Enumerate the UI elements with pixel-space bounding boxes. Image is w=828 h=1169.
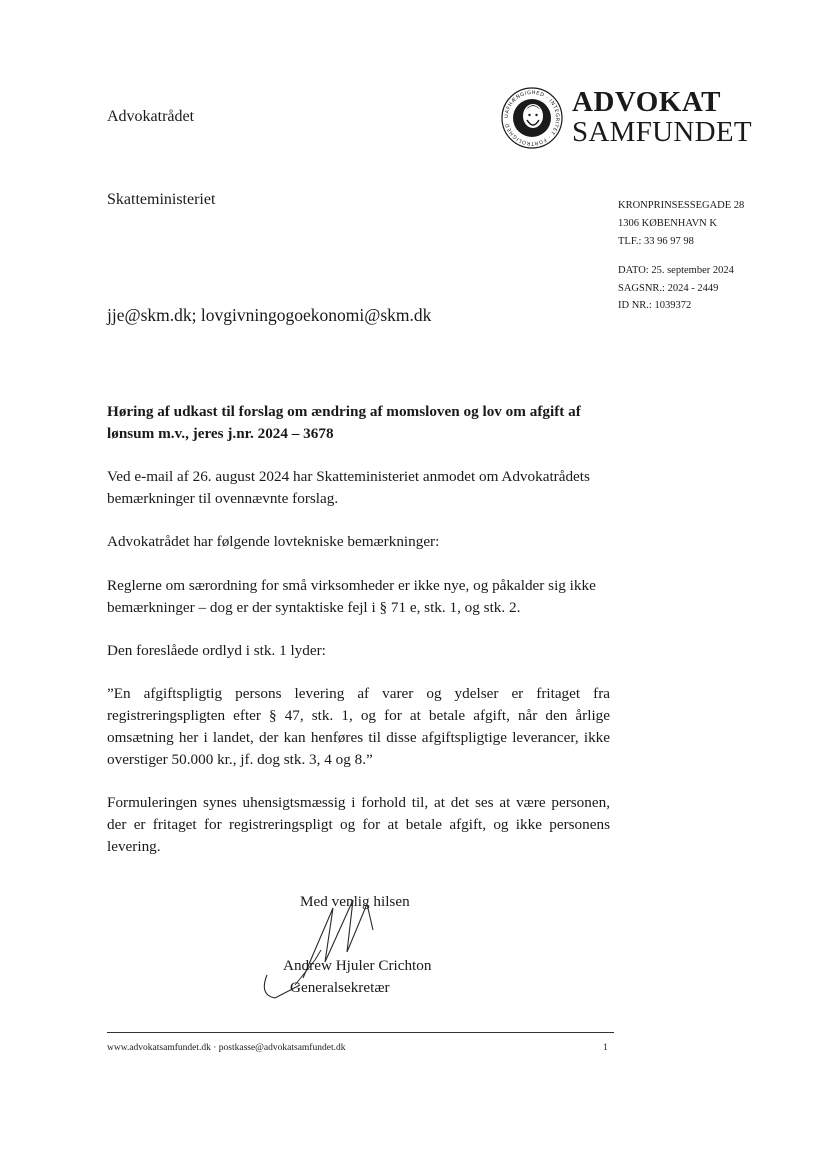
address-street: KRONPRINSESSEGADE 28 bbox=[618, 200, 745, 211]
seal-icon bbox=[500, 86, 564, 150]
address-phone: TLF.: 33 96 97 98 bbox=[618, 236, 694, 247]
signer-title: Generalsekretær bbox=[290, 979, 390, 996]
quoted-provision: ”En afgiftspligtig persons levering af varer og ydelser er fritaget fra registreringspligten efter § 47, stk. 1, og for at betale afgift, når den årlige omsætning her i landet, der kan henføres til disse afgiftspligtige leverancer, ikke overstiger 50.000 kr., jf. dog stk. 3, 4 og 8.” bbox=[107, 685, 610, 768]
sender-address bbox=[618, 197, 744, 251]
logo-line-2: SAMFUNDET bbox=[572, 116, 752, 148]
address-city: 1306 KØBENHAVN K bbox=[618, 218, 717, 229]
case-number: SAGSNR.: 2024 - 2449 bbox=[618, 282, 719, 294]
signer-name: Andrew Hjuler Crichton bbox=[283, 957, 432, 974]
paragraph-3: Reglerne om særordning for små virksomheder er ikke nye, og påkalder sig ikke bemærkninger – dog er der syntaktiske fejl i § 71 e, stk. 1, og stk. 2. bbox=[107, 577, 596, 616]
footer-contact: www.advokatsamfundet.dk · postkasse@advokatsamfundet.dk bbox=[107, 1043, 346, 1053]
sender-name: Advokatrådet bbox=[107, 108, 195, 125]
letter-meta bbox=[618, 262, 734, 315]
footer-divider bbox=[107, 1032, 614, 1033]
seal-text: UAFHÆNGIGHED · INTEGRITET · FORTROLIGHED bbox=[503, 89, 561, 147]
recipient-name: Skatteministeriet bbox=[107, 191, 216, 208]
paragraph-1: Ved e-mail af 26. august 2024 har Skatteministeriet anmodet om Advokatrådets bemærkninger til ovennævnte forslag. bbox=[107, 468, 590, 507]
paragraph-2: Advokatrådet har følgende lovtekniske bemærkninger: bbox=[107, 533, 440, 550]
closing-greeting: Med venlig hilsen bbox=[300, 893, 410, 910]
recipient-emails: jje@skm.dk; lovgivningogoekonomi@skm.dk bbox=[107, 305, 432, 325]
paragraph-5: Formuleringen synes uhensigtsmæssig i forhold til, at det ses at være personen, der er fritaget for registreringspligt og for at betale afgift, og ikke personens levering. bbox=[107, 794, 610, 855]
id-number: ID NR.: 1039372 bbox=[618, 300, 692, 311]
logo-line-1: ADVOKAT bbox=[572, 86, 721, 118]
letter-subject: Høring af udkast til forslag om ændring af momsloven og lov om afgift af lønsum m.v., jeres j.nr. 2024 – 3678 bbox=[107, 403, 581, 442]
letter-date: DATO: 25. september 2024 bbox=[618, 265, 734, 276]
advokatsamfundet-logo bbox=[500, 86, 760, 156]
page-number: 1 bbox=[603, 1043, 608, 1053]
paragraph-4: Den foreslåede ordlyd i stk. 1 lyder: bbox=[107, 642, 326, 659]
